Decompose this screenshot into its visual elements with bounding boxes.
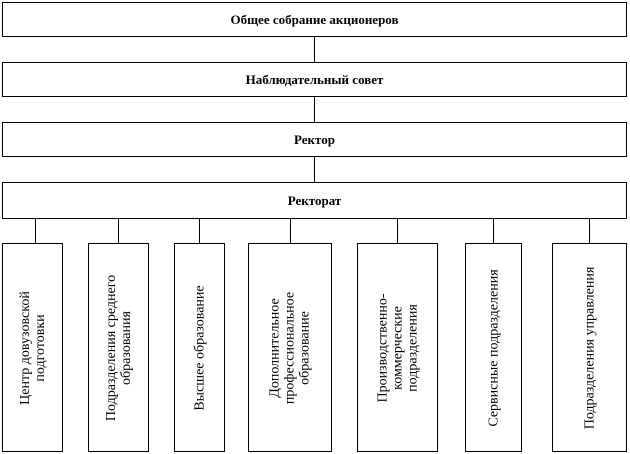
unit-secondary-education-label: Подразделения среднего образования xyxy=(103,274,134,421)
unit-higher-education xyxy=(174,243,225,452)
unit-additional-education xyxy=(248,243,332,452)
general-meeting-label: Общее собрание акционеров xyxy=(230,11,399,27)
connector-line xyxy=(314,157,315,182)
supervisory-board-box xyxy=(2,62,627,97)
connector-line xyxy=(290,219,291,243)
unit-management xyxy=(552,243,627,452)
connector-line xyxy=(314,97,315,122)
unit-service-label: Сервисные подразделения xyxy=(486,268,501,427)
connector-line xyxy=(589,219,590,243)
rector-label: Ректор xyxy=(294,131,335,147)
connector-line xyxy=(199,219,200,243)
unit-management-label: Подразделения управления xyxy=(582,266,597,429)
rectorate-box xyxy=(2,182,627,219)
general-meeting-box xyxy=(2,2,627,37)
supervisory-board-label: Наблюдательный совет xyxy=(245,71,384,87)
connector-line xyxy=(35,219,36,243)
connector-line xyxy=(118,219,119,243)
connector-line xyxy=(397,219,398,243)
unit-pre-university xyxy=(2,243,63,452)
unit-higher-education-label: Высшее образование xyxy=(192,284,207,411)
unit-commercial xyxy=(357,243,438,452)
unit-commercial-label: Производственно- коммерческие подразделения xyxy=(375,292,420,403)
rector-box xyxy=(2,122,627,157)
unit-secondary-education xyxy=(88,243,149,452)
unit-pre-university-label: Центр довузовской подготовки xyxy=(17,290,48,405)
unit-additional-education-label: Дополнительное профессиональное образование xyxy=(267,291,313,404)
unit-service xyxy=(465,243,522,452)
connector-line xyxy=(314,37,315,62)
connector-line xyxy=(493,219,494,243)
rectorate-label: Ректорат xyxy=(287,193,342,208)
